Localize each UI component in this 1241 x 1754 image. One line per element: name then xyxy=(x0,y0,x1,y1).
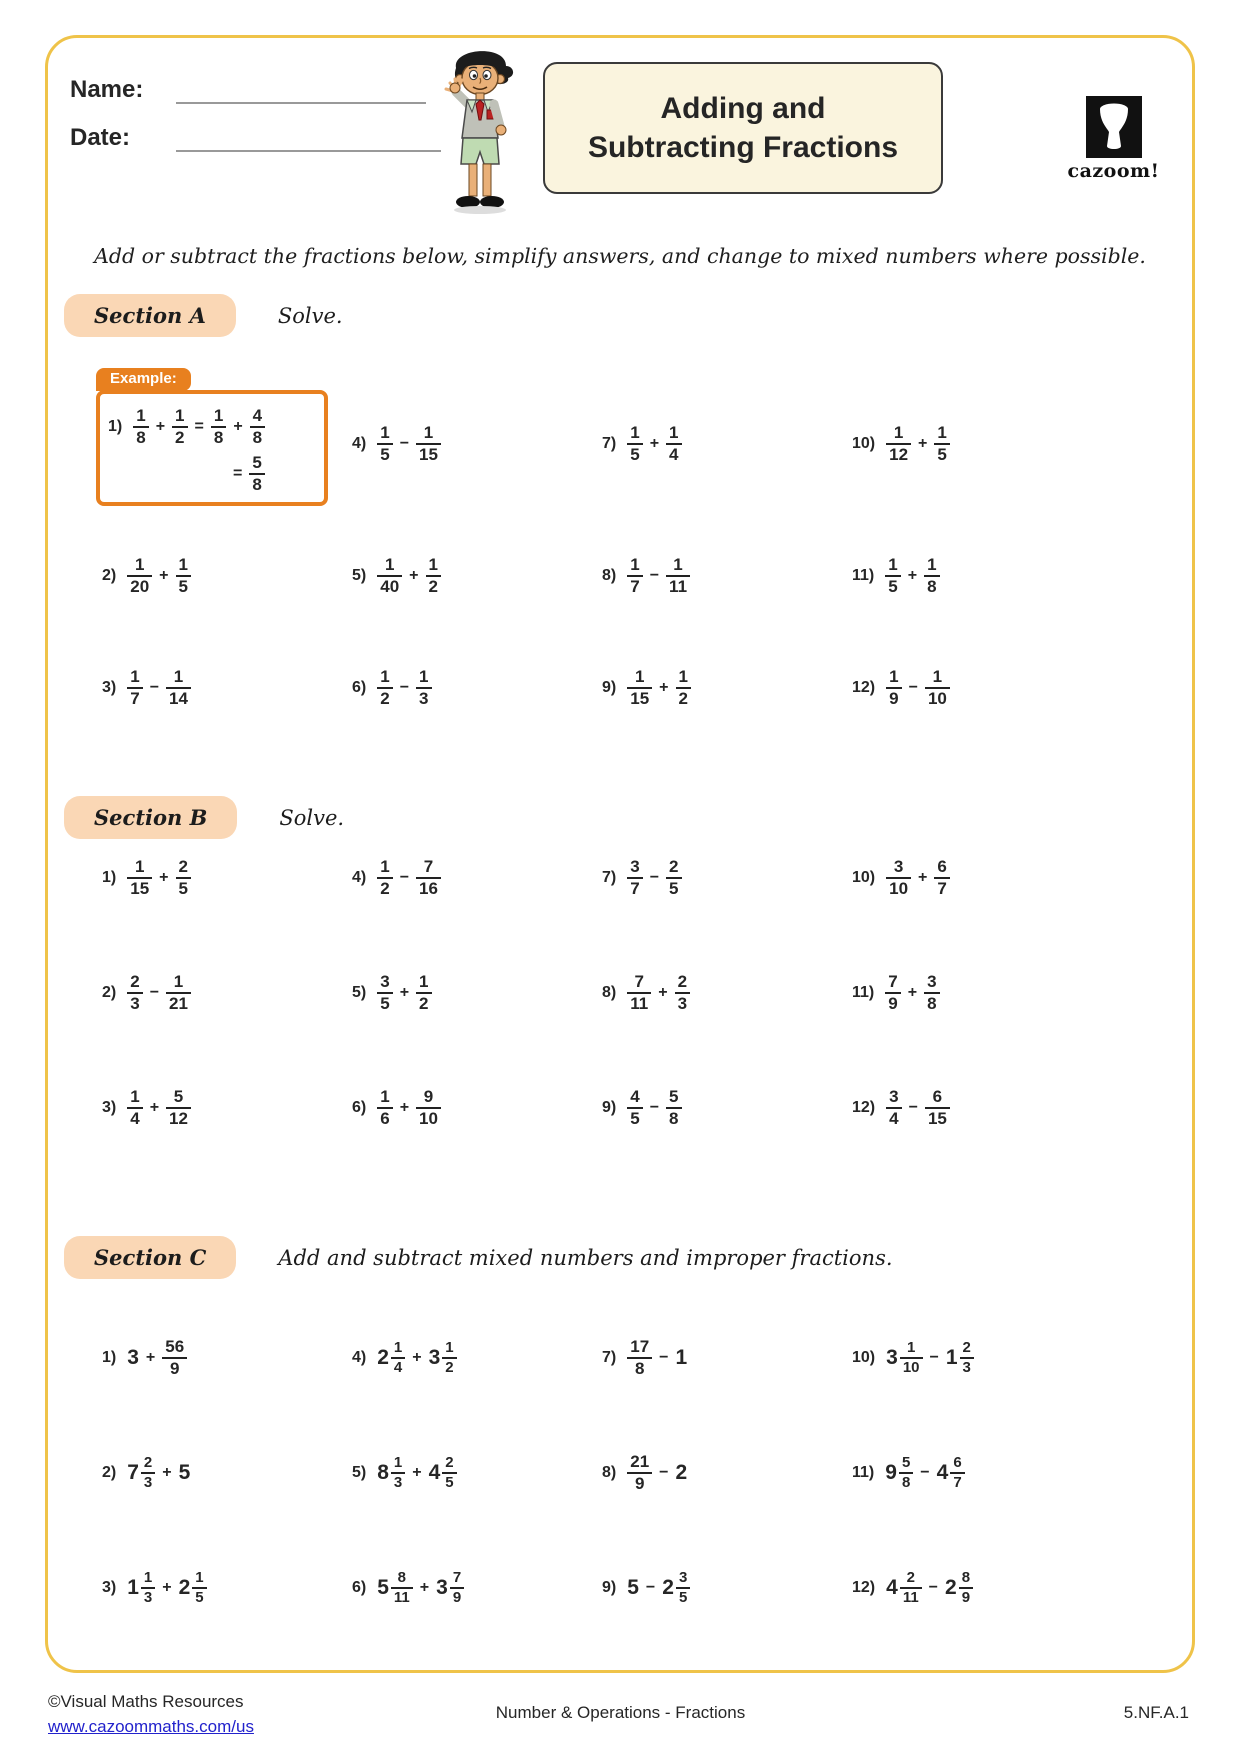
whole-number: 5 xyxy=(178,1460,191,1484)
problem-number: 11) xyxy=(852,983,875,1001)
equals-sign: = xyxy=(194,417,204,435)
problem xyxy=(842,820,1092,935)
fraction: $\frac{2}{3}$ xyxy=(127,972,142,1013)
problem-number: 4) xyxy=(352,435,367,452)
problem xyxy=(592,1050,842,1165)
problem-number: 11) xyxy=(852,567,875,584)
section-b-instruction: Solve. xyxy=(279,805,345,830)
problem-number: 4) xyxy=(352,868,367,886)
minus-operator: − xyxy=(920,1463,930,1481)
whole-number: 3 xyxy=(886,1345,898,1369)
expression xyxy=(133,406,265,447)
date-label: Date: xyxy=(70,124,131,151)
mixed-number xyxy=(946,1339,974,1376)
expression xyxy=(127,972,191,1013)
footer-topic: Number & Operations - Fractions xyxy=(495,1703,746,1722)
section-a-problems xyxy=(92,368,1092,744)
problem xyxy=(92,632,342,744)
whole-number: 8 xyxy=(377,1460,389,1484)
fraction: $\frac{1}{5}$ xyxy=(377,423,392,464)
expression xyxy=(127,1337,187,1378)
problem xyxy=(92,1050,342,1165)
plus-operator: + xyxy=(233,417,243,435)
plus-operator: + xyxy=(155,417,166,435)
problem xyxy=(92,1300,342,1415)
fraction: $\frac{1}{5}$ xyxy=(627,423,642,464)
problem xyxy=(842,1300,1092,1415)
fraction: $\frac{8}{11}$ xyxy=(391,1569,413,1606)
minus-operator: − xyxy=(928,1578,939,1596)
problem xyxy=(342,368,592,520)
expression xyxy=(377,1087,441,1128)
expression xyxy=(885,972,939,1013)
problem xyxy=(842,1530,1092,1645)
example-problem xyxy=(92,368,342,520)
mixed-number xyxy=(377,1339,405,1376)
problem-number: 9) xyxy=(602,1098,617,1116)
problem xyxy=(342,820,592,935)
problem-number: 1) xyxy=(108,417,123,435)
expression xyxy=(886,667,950,708)
fraction: $\frac{1}{2}$ xyxy=(416,972,431,1013)
problem xyxy=(842,1415,1092,1530)
problem-number: 1) xyxy=(102,868,117,886)
problem xyxy=(592,935,842,1050)
section-c-badge: Section C xyxy=(64,1236,236,1279)
fraction: $\frac{1}{2}$ xyxy=(172,406,187,447)
example-tab: Example: xyxy=(96,368,191,391)
fraction: $\frac{7}{11}$ xyxy=(627,972,651,1013)
problem-number: 12) xyxy=(852,1578,876,1596)
problem xyxy=(592,1415,842,1530)
problem-number: 8) xyxy=(602,567,617,584)
expression xyxy=(886,1339,974,1376)
problem xyxy=(92,1415,342,1530)
problem-number: 9) xyxy=(602,679,617,696)
fraction: $\frac{2}{3}$ xyxy=(675,972,690,1013)
whole-number: 3 xyxy=(127,1345,139,1369)
standard-code: 5.NF.A.1 xyxy=(1123,1703,1189,1722)
fraction: $\frac{7}{9}$ xyxy=(885,972,900,1013)
expression xyxy=(886,1087,950,1128)
expression xyxy=(377,667,431,708)
whole-number: 7 xyxy=(127,1460,139,1484)
plus-operator: + xyxy=(412,1463,422,1481)
minus-operator: − xyxy=(908,679,918,696)
expression xyxy=(377,972,431,1013)
problem xyxy=(842,632,1092,744)
section-b-problems xyxy=(92,820,1092,1165)
problem xyxy=(92,935,342,1050)
section-a-badge: Section A xyxy=(64,294,236,337)
worksheet-instruction: Add or subtract the fractions below, simplify answers, and change to mixed numbers where possible. xyxy=(94,244,1146,268)
name-label: Name: xyxy=(70,76,144,103)
mixed-number xyxy=(377,1454,405,1491)
mixed-number xyxy=(886,1569,922,1606)
fraction: $\frac{2}{5}$ xyxy=(176,857,191,898)
whole-number: 2 xyxy=(377,1345,389,1369)
expression xyxy=(377,423,441,464)
problem-number: 4) xyxy=(352,1348,367,1366)
problem xyxy=(842,520,1092,632)
problem-number: 12) xyxy=(852,679,876,696)
fraction: $\frac{1}{10}$ xyxy=(900,1339,923,1376)
problem xyxy=(592,1530,842,1645)
fraction: $\frac{1}{21}$ xyxy=(166,972,191,1013)
minus-operator: − xyxy=(149,983,160,1001)
fraction: $\frac{3}{8}$ xyxy=(924,972,939,1013)
fraction: $\frac{2}{11}$ xyxy=(900,1569,922,1606)
section-c-header xyxy=(64,1236,893,1279)
fraction: $\frac{1}{7}$ xyxy=(127,667,142,708)
problem xyxy=(842,935,1092,1050)
problem-number: 6) xyxy=(352,1098,367,1116)
expression xyxy=(885,1454,964,1491)
expression xyxy=(886,857,950,898)
fraction: $\frac{4}{5}$ xyxy=(627,1087,642,1128)
problem-number: 2) xyxy=(102,567,117,584)
name-row xyxy=(70,76,441,104)
example-box xyxy=(96,370,328,506)
fraction: $\frac{1}{5}$ xyxy=(885,555,900,596)
fraction: $\frac{1}{4}$ xyxy=(391,1339,405,1376)
problem xyxy=(592,1300,842,1415)
fraction: $\frac{1}{14}$ xyxy=(166,667,191,708)
fraction: $\frac{1}{8}$ xyxy=(133,406,148,447)
problem-number: 6) xyxy=(352,1578,367,1596)
expression xyxy=(127,667,191,708)
cazoommaths-link[interactable]: www.cazoommaths.com/us xyxy=(48,1716,254,1736)
plus-operator: + xyxy=(419,1578,430,1596)
fraction: $\frac{3}{10}$ xyxy=(886,857,911,898)
name-date-block xyxy=(70,76,441,172)
mixed-number xyxy=(429,1339,457,1376)
fraction: $\frac{8}{9}$ xyxy=(959,1569,973,1606)
minus-operator: − xyxy=(659,1348,669,1366)
fraction: $\frac{2}{5}$ xyxy=(442,1454,456,1491)
expression xyxy=(627,1569,690,1606)
fraction: $\frac{1}{4}$ xyxy=(127,1087,142,1128)
fraction: $\frac{1}{2}$ xyxy=(442,1339,456,1376)
fraction: $\frac{1}{8}$ xyxy=(211,406,226,447)
problem xyxy=(592,368,842,520)
minus-operator: − xyxy=(649,868,660,886)
plus-operator: + xyxy=(907,567,918,584)
problem-number: 11) xyxy=(852,1463,875,1481)
expression xyxy=(886,423,950,464)
problem-number: 2) xyxy=(102,1463,117,1481)
name-writein-line xyxy=(176,80,426,104)
fraction: $\frac{1}{4}$ xyxy=(666,423,681,464)
expression xyxy=(377,1454,456,1491)
mixed-number xyxy=(945,1569,973,1606)
fraction: $\frac{7}{9}$ xyxy=(450,1569,464,1606)
expression xyxy=(127,1569,206,1606)
problem xyxy=(92,520,342,632)
whole-number: 5 xyxy=(627,1575,639,1599)
problem-number: 7) xyxy=(602,435,617,452)
expression xyxy=(885,555,939,596)
whole-number: 9 xyxy=(885,1460,897,1484)
problem-number: 3) xyxy=(102,1578,117,1596)
fraction: $\frac{3}{7}$ xyxy=(627,857,642,898)
expression xyxy=(627,972,690,1013)
fraction: $\frac{1}{10}$ xyxy=(925,667,950,708)
mixed-number xyxy=(179,1569,207,1606)
minus-operator: − xyxy=(929,1348,939,1366)
fraction: $\frac{2}{5}$ xyxy=(666,857,681,898)
section-a-instruction: Solve. xyxy=(277,303,343,328)
fraction: $\frac{6}{7}$ xyxy=(934,857,949,898)
plus-operator: + xyxy=(649,435,660,452)
mixed-number xyxy=(127,1569,155,1606)
plus-operator: + xyxy=(159,868,169,886)
mixed-number xyxy=(436,1569,464,1606)
djembe-drum-icon xyxy=(1086,96,1142,158)
plus-operator: + xyxy=(412,1348,422,1366)
copyright-text: ©Visual Maths Resources xyxy=(48,1692,244,1711)
problem xyxy=(592,632,842,744)
whole-number: 4 xyxy=(936,1460,949,1484)
fraction: $\frac{1}{2}$ xyxy=(377,857,392,898)
expression xyxy=(627,857,681,898)
fraction: $\frac{7}{16}$ xyxy=(416,857,441,898)
fraction: $\frac{1}{20}$ xyxy=(127,555,152,596)
expression xyxy=(886,1569,973,1606)
expression xyxy=(377,1569,464,1606)
expression xyxy=(627,1337,687,1378)
fraction: $\frac{1}{15}$ xyxy=(416,423,441,464)
problem-number: 8) xyxy=(602,1463,617,1481)
whole-number: 5 xyxy=(377,1575,389,1599)
minus-operator: − xyxy=(659,1463,669,1481)
fraction: $\frac{6}{15}$ xyxy=(925,1087,950,1128)
problem-number: 3) xyxy=(102,679,117,696)
fraction: $\frac{1}{2}$ xyxy=(676,667,691,708)
fraction: $\frac{1}{9}$ xyxy=(886,667,901,708)
plus-operator: + xyxy=(162,1463,172,1481)
expression xyxy=(377,1339,456,1376)
fraction: $\frac{1}{12}$ xyxy=(886,423,911,464)
fraction: $\frac{1}{3}$ xyxy=(391,1454,405,1491)
cazoom-logo xyxy=(1066,96,1161,182)
fraction: $\frac{1}{7}$ xyxy=(627,555,642,596)
fraction: $\frac{1}{15}$ xyxy=(127,857,152,898)
problem-number: 10) xyxy=(852,435,876,452)
fraction: $\frac{1}{3}$ xyxy=(141,1569,155,1606)
mixed-number xyxy=(937,1454,965,1491)
minus-operator: − xyxy=(399,868,410,886)
problem xyxy=(342,1050,592,1165)
plus-operator: + xyxy=(399,1098,410,1116)
mixed-number xyxy=(127,1454,155,1491)
mixed-number xyxy=(886,1339,922,1376)
fraction: $\frac{1}{3}$ xyxy=(416,667,431,708)
plus-operator: + xyxy=(659,679,669,696)
plus-operator: + xyxy=(918,435,928,452)
whole-number: 1 xyxy=(945,1345,958,1369)
whole-number: 2 xyxy=(675,1460,688,1484)
fraction: $\frac{1}{15}$ xyxy=(627,667,652,708)
problem-number: 5) xyxy=(352,1463,367,1481)
whole-number: 2 xyxy=(178,1575,191,1599)
minus-operator: − xyxy=(645,1578,656,1596)
whole-number: 1 xyxy=(127,1575,139,1599)
problem xyxy=(342,1415,592,1530)
expression xyxy=(377,555,441,596)
fraction: $\frac{3}{5}$ xyxy=(377,972,392,1013)
fraction: $\frac{2}{3}$ xyxy=(960,1339,974,1376)
plus-operator: + xyxy=(159,567,169,584)
problem-number: 1) xyxy=(102,1348,117,1366)
mixed-number xyxy=(662,1569,690,1606)
fraction: $\frac{17}{8}$ xyxy=(627,1337,652,1378)
fraction: $\frac{56}{9}$ xyxy=(162,1337,187,1378)
worksheet-title-box xyxy=(543,62,943,194)
fraction: $\frac{5}{8}$ xyxy=(899,1454,913,1491)
plus-operator: + xyxy=(658,983,668,1001)
cartoon-boy-illustration xyxy=(430,42,530,229)
problem xyxy=(592,520,842,632)
fraction: $\frac{5}{12}$ xyxy=(166,1087,191,1128)
equals-sign: = xyxy=(233,464,243,482)
mixed-number xyxy=(377,1569,413,1606)
fraction: $\frac{5}{8}$ xyxy=(666,1087,681,1128)
problem xyxy=(342,1300,592,1415)
expression xyxy=(627,667,691,708)
plus-operator: + xyxy=(149,1098,160,1116)
section-a-header xyxy=(64,294,343,337)
fraction: $\frac{21}{9}$ xyxy=(627,1452,652,1493)
fraction: $\frac{6}{7}$ xyxy=(950,1454,964,1491)
problem xyxy=(592,820,842,935)
fraction: $\frac{1}{2}$ xyxy=(377,667,392,708)
fraction: $\frac{4}{8}$ xyxy=(250,406,265,447)
problem-number: 7) xyxy=(602,868,617,886)
expression xyxy=(127,1454,190,1491)
problem-number: 8) xyxy=(602,983,617,1001)
problem-number: 2) xyxy=(102,983,117,1001)
whole-number: 4 xyxy=(886,1575,898,1599)
expression xyxy=(377,857,441,898)
problem-number: 10) xyxy=(852,868,876,886)
whole-number: 3 xyxy=(428,1345,441,1369)
mixed-number xyxy=(885,1454,913,1491)
fraction: $\frac{3}{5}$ xyxy=(676,1569,690,1606)
plus-operator: + xyxy=(907,983,918,1001)
problem xyxy=(342,1530,592,1645)
plus-operator: + xyxy=(399,983,410,1001)
section-b-badge: Section B xyxy=(64,796,237,839)
expression xyxy=(127,1087,191,1128)
problem-number: 10) xyxy=(852,1348,876,1366)
minus-operator: − xyxy=(149,679,160,696)
problem-number: 3) xyxy=(102,1098,117,1116)
problem xyxy=(842,1050,1092,1165)
expression xyxy=(127,555,191,596)
fraction: $\frac{1}{5}$ xyxy=(176,555,191,596)
plus-operator: + xyxy=(409,567,419,584)
expression xyxy=(627,1452,687,1493)
mixed-number xyxy=(429,1454,457,1491)
fraction: $\frac{1}{2}$ xyxy=(426,555,441,596)
problem-number: 5) xyxy=(352,983,367,1001)
expression xyxy=(127,857,191,898)
problem-number: 7) xyxy=(602,1348,617,1366)
worksheet-border-frame xyxy=(45,35,1195,1673)
whole-number: 1 xyxy=(675,1345,688,1369)
problem xyxy=(92,820,342,935)
minus-operator: − xyxy=(649,1098,660,1116)
expression xyxy=(226,453,265,494)
fraction: $\frac{1}{5}$ xyxy=(192,1569,206,1606)
plus-operator: + xyxy=(162,1578,172,1596)
title-line-2: Subtracting Fractions xyxy=(587,131,899,164)
problem-number: 6) xyxy=(352,679,367,696)
problem xyxy=(342,632,592,744)
fraction: $\frac{1}{8}$ xyxy=(924,555,939,596)
expression xyxy=(627,1087,681,1128)
section-c-problems xyxy=(92,1300,1092,1645)
date-row xyxy=(70,124,441,152)
problem xyxy=(842,368,1092,520)
whole-number: 3 xyxy=(436,1575,448,1599)
date-writein-line xyxy=(176,128,441,152)
whole-number: 4 xyxy=(428,1460,441,1484)
problem-number: 5) xyxy=(352,567,367,584)
plus-operator: + xyxy=(918,868,928,886)
whole-number: 2 xyxy=(662,1575,674,1599)
fraction: $\frac{5}{8}$ xyxy=(249,453,264,494)
minus-operator: − xyxy=(908,1098,918,1116)
minus-operator: − xyxy=(649,567,660,584)
fraction: $\frac{1}{5}$ xyxy=(934,423,949,464)
problem xyxy=(342,520,592,632)
cazoom-logo-text: cazoom! xyxy=(1067,160,1160,182)
expression xyxy=(627,423,681,464)
fraction: $\frac{1}{40}$ xyxy=(377,555,402,596)
title-line-1: Adding and xyxy=(660,92,826,125)
fraction: $\frac{1}{11}$ xyxy=(666,555,690,596)
minus-operator: − xyxy=(399,679,410,696)
problem xyxy=(92,1530,342,1645)
section-c-instruction: Add and subtract mixed numbers and improper fractions. xyxy=(278,1245,893,1270)
expression xyxy=(627,555,690,596)
fraction: $\frac{1}{6}$ xyxy=(377,1087,392,1128)
problem-number: 9) xyxy=(602,1578,617,1596)
problem-number: 12) xyxy=(852,1098,876,1116)
minus-operator: − xyxy=(399,435,410,452)
plus-operator: + xyxy=(145,1348,156,1366)
whole-number: 2 xyxy=(945,1575,957,1599)
fraction: $\frac{3}{4}$ xyxy=(886,1087,901,1128)
problem xyxy=(342,935,592,1050)
fraction: $\frac{9}{10}$ xyxy=(416,1087,441,1128)
fraction: $\frac{2}{3}$ xyxy=(141,1454,155,1491)
